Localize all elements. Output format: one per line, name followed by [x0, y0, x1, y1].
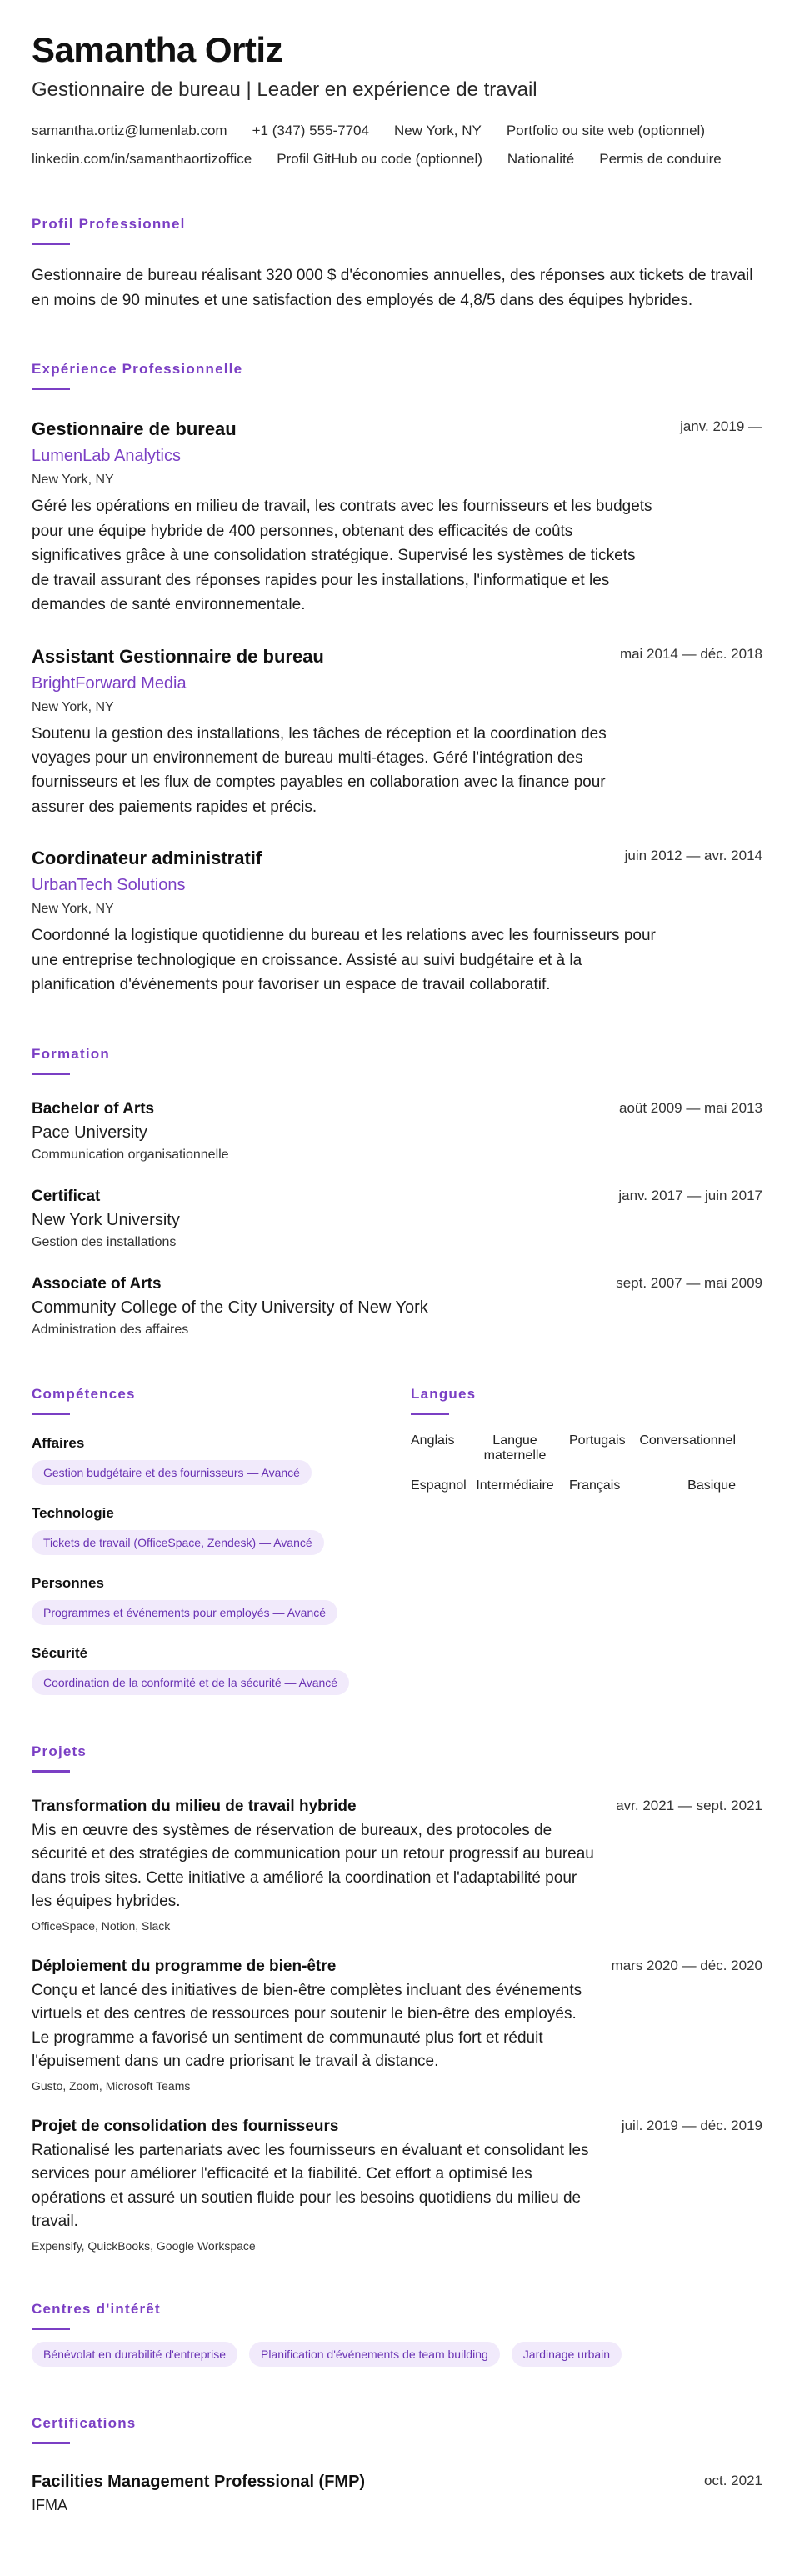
certification-issuer: IFMA [32, 2496, 67, 2513]
languages-section [411, 1386, 761, 1695]
interests-section [32, 2301, 762, 2367]
skills-languages-row [32, 1386, 762, 1695]
job-title: Assistant Gestionnaire de bureau [32, 645, 324, 667]
language-level: Langue maternelle [483, 1433, 547, 1463]
contact-list [32, 123, 762, 168]
headline: Gestionnaire de bureau | Leader en expérience de travail [32, 78, 537, 102]
job-description: Coordonné la logistique quotidienne du bureau et les relations avec les fournisseurs pour une entreprise technologique en croissance. Assisté au suivi budgétaire et à la planification d'événements pour favoriser un espace de travail collaboratif. [32, 927, 656, 994]
skill-category: Personnes [32, 1574, 104, 1591]
contact-github[interactable]: Profil GitHub ou code (optionnel) [277, 151, 482, 168]
certification-name: Facilities Management Professional (FMP) [32, 2472, 366, 2491]
contact-phone[interactable]: +1 (347) 555-7704 [252, 123, 369, 139]
skills-section [32, 1386, 411, 1695]
skill-chip: Coordination de la conformité et de la sécurité — Avancé [32, 1670, 349, 1695]
section-title: Centres d'intérêt [32, 2300, 161, 2317]
projects-section [32, 1743, 762, 2253]
certifications-section [32, 2415, 762, 2514]
section-title: Expérience Professionnelle [32, 361, 243, 378]
project-description: Mis en œuvre des systèmes de réservation de bureaux, des protocoles de sécurité et des stratégies de communication pour un retour progressif au bureau dans trois sites. Cette initiative a amélioré la coordination et l'adaptabilité pour les équipes hybrides. [32, 1821, 594, 1911]
job-dates: juin 2012 — avr. 2014 [624, 848, 762, 864]
degree: Associate of Arts [32, 1274, 162, 1293]
contact-email[interactable]: samantha.ortiz@lumenlab.com [32, 123, 227, 139]
project-tech: OfficeSpace, Notion, Slack [32, 1918, 171, 1933]
interest-chip: Planification d'événements de team building [249, 2342, 500, 2367]
section-title: Projets [32, 1743, 87, 1759]
profile-section [32, 216, 762, 313]
skill-category: Technologie [32, 1504, 114, 1521]
school-name: Pace University [32, 1123, 147, 1142]
section-divider [411, 1413, 449, 1415]
project-item [32, 1798, 762, 1933]
job-description: Géré les opérations en milieu de travail, les contrats avec les fournisseurs et les budgets pour une équipe hybride de 400 personnes, obtenant des efficacités de coûts significatives grâce à une consolidation stratégique. Supervisé les systèmes de tickets de travail assurant des réponses rapides pour les installations, l'informatique et les demandes de santé environnementale. [32, 498, 652, 614]
contact-nationality: Nationalité [507, 151, 575, 168]
company-name: BrightForward Media [32, 673, 187, 693]
section-title: Certifications [32, 2414, 137, 2431]
project-dates: mars 2020 — déc. 2020 [611, 1957, 762, 1973]
education-dates: janv. 2017 — juin 2017 [618, 1187, 762, 1203]
project-name: Transformation du milieu de travail hybride [32, 1797, 357, 1815]
contact-linkedin[interactable]: linkedin.com/in/samanthaortizoffice [32, 151, 252, 168]
degree: Bachelor of Arts [32, 1099, 155, 1118]
job-title: Coordinateur administratif [32, 848, 262, 869]
experience-item [32, 646, 762, 820]
languages-grid [411, 1433, 761, 1493]
contact-portfolio[interactable]: Portfolio ou site web (optionnel) [506, 123, 705, 139]
project-name: Projet de consolidation des fournisseurs [32, 2117, 339, 2135]
field-of-study: Communication organisationnelle [32, 1147, 229, 1162]
job-location: New York, NY [32, 902, 114, 917]
section-title: Compétences [32, 1385, 136, 1402]
skill-category: Sécurité [32, 1644, 88, 1661]
profile-summary: Gestionnaire de bureau réalisant 320 000 $ d'économies annuelles, des réponses aux tickets de travail en moins de 90 minutes et une satisfaction des employés de 4,8/5 dans des équipes hybrides. [32, 267, 753, 309]
education-item [32, 1275, 762, 1338]
project-tech: Gusto, Zoom, Microsoft Teams [32, 2078, 191, 2093]
education-item [32, 1188, 762, 1250]
field-of-study: Gestion des installations [32, 1234, 177, 1249]
project-description: Rationalisé les partenariats avec les fournisseurs en évaluant et consolidant les services pour améliorer l'efficacité et la fiabilité. Cet effort a optimisé les opérations et assuré un soutien fluide pour les besoins quotidiens du milieu de travail. [32, 2141, 589, 2231]
section-divider [32, 243, 70, 245]
education-dates: sept. 2007 — mai 2009 [616, 1274, 762, 1291]
skill-chip: Gestion budgétaire et des fournisseurs — Avancé [32, 1460, 312, 1485]
section-divider [32, 1770, 70, 1773]
job-title: Gestionnaire de bureau [32, 418, 237, 440]
language-level: Intermédiaire [476, 1478, 554, 1493]
header [32, 30, 762, 168]
job-dates: mai 2014 — déc. 2018 [619, 645, 762, 662]
school-name: Community College of the City University of New York [32, 1298, 428, 1317]
skill-chip: Tickets de travail (OfficeSpace, Zendesk) — Avancé [32, 1530, 324, 1555]
degree: Certificat [32, 1187, 101, 1205]
skill-chip: Programmes et événements pour employés — Avancé [32, 1600, 337, 1625]
project-item [32, 2118, 762, 2253]
education-dates: août 2009 — mai 2013 [618, 1099, 762, 1116]
company-name: UrbanTech Solutions [32, 876, 186, 895]
experience-item [32, 418, 762, 617]
experience-section [32, 361, 762, 997]
skill-category: Affaires [32, 1434, 85, 1451]
section-title: Profil Professionnel [32, 216, 186, 233]
language-level: Conversationnel [639, 1433, 736, 1448]
field-of-study: Administration des affaires [32, 1322, 189, 1337]
project-description: Conçu et lancé des initiatives de bien-être complètes incluant des événements virtuels et des centres de ressources pour soutenir le bien-être des employés. Le programme a favorisé un sentiment de communauté plus fort et réduit l'épuisement dans un cadre priorisant le travail à distance. [32, 1981, 582, 2071]
section-divider [32, 2328, 70, 2330]
interests-list [32, 2342, 762, 2367]
contact-location: New York, NY [393, 123, 482, 139]
job-location: New York, NY [32, 473, 114, 488]
project-dates: juil. 2019 — déc. 2019 [621, 2117, 762, 2133]
section-divider [32, 1413, 70, 1415]
language-name: Espagnol [411, 1478, 467, 1493]
section-title: Langues [411, 1385, 477, 1402]
project-dates: avr. 2021 — sept. 2021 [616, 1797, 762, 1813]
experience-item [32, 848, 762, 997]
language-name: Français [569, 1478, 621, 1493]
section-divider [32, 2442, 70, 2444]
interest-chip: Jardinage urbain [512, 2342, 622, 2367]
project-name: Déploiement du programme de bien-être [32, 1957, 337, 1975]
project-tech: Expensify, QuickBooks, Google Workspace [32, 2238, 256, 2253]
project-item [32, 1958, 762, 2093]
language-level: Basique [687, 1478, 736, 1493]
education-item [32, 1100, 762, 1163]
section-title: Formation [32, 1045, 110, 1062]
certification-item [32, 2473, 762, 2514]
certification-date: oct. 2021 [704, 2472, 762, 2488]
school-name: New York University [32, 1210, 180, 1229]
section-divider [32, 388, 70, 390]
contact-driving-license: Permis de conduire [599, 151, 722, 168]
section-divider [32, 1073, 70, 1075]
language-name: Portugais [569, 1433, 626, 1448]
interest-chip: Bénévolat en durabilité d'entreprise [32, 2342, 237, 2367]
job-description: Soutenu la gestion des installations, les tâches de réception et la coordination des voyages pour un environnement de bureau multi-étages. Géré l'intégration des fournisseurs et les flux de comptes payables en collaboration avec la finance pour assurer des paiements rapides et précis. [32, 724, 607, 816]
language-name: Anglais [411, 1433, 455, 1448]
education-section [32, 1046, 762, 1338]
candidate-name: Samantha Ortiz [32, 30, 283, 69]
job-location: New York, NY [32, 699, 114, 714]
company-name: LumenLab Analytics [32, 447, 182, 466]
job-dates: janv. 2019 — [680, 418, 762, 435]
